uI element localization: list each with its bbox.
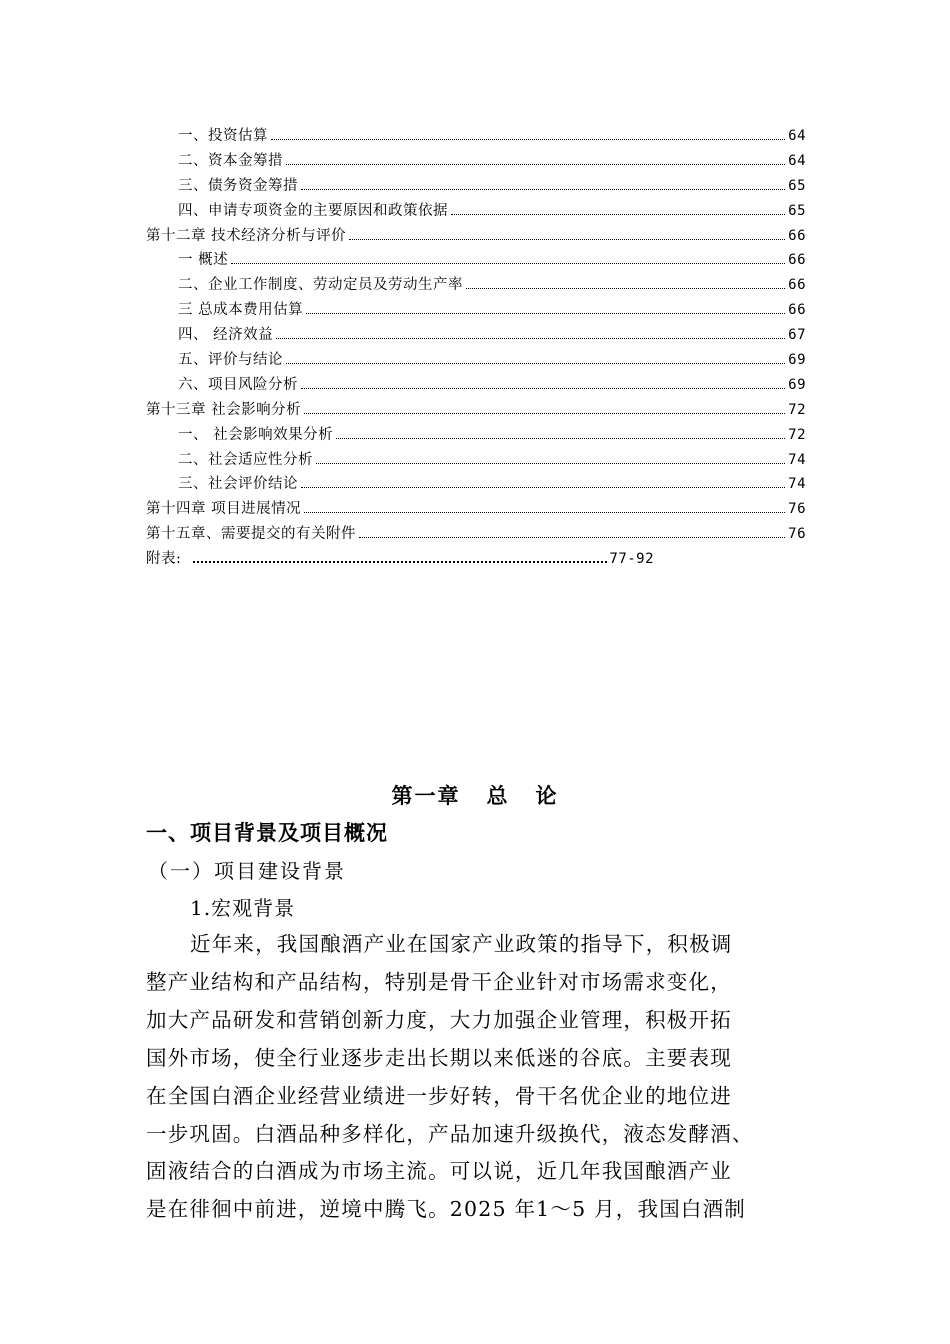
paragraph-line: 近年来，我国酿酒产业在国家产业政策的指导下，积极调 xyxy=(190,932,733,956)
toc-entry-title: 三 总成本费用估算 xyxy=(178,302,304,319)
toc-leader-dots xyxy=(301,188,785,190)
toc-entry-title: 一、投资估算 xyxy=(178,128,268,144)
toc-entry-page: 76 xyxy=(788,526,806,543)
paragraph-line: 国外市场，使全行业逐步走出长期以来低迷的谷底。主要表现 xyxy=(146,1045,732,1070)
toc-entry[interactable] xyxy=(146,248,806,273)
toc-entry[interactable] xyxy=(146,174,806,199)
paragraph-line: 在全国白酒企业经营业绩进一步好转，骨干名优企业的地位进 xyxy=(146,1083,732,1108)
toc-entry-title: 五、评价与结论 xyxy=(178,352,283,369)
toc-entry-title: 四、申请专项资金的主要原因和政策依据 xyxy=(178,202,448,219)
toc-leader-dots xyxy=(466,287,785,289)
paragraph-line: 加大产品研发和营销创新力度，大力加强企业管理，积极开拓 xyxy=(146,1007,732,1032)
toc-leader-dots xyxy=(276,337,785,339)
toc-entry[interactable] xyxy=(146,199,806,224)
paragraph-line: 固液结合的白酒成为市场主流。可以说，近几年我国酿酒产业 xyxy=(146,1159,732,1184)
toc-appendix-page: 77-92 xyxy=(609,551,655,568)
toc-entry-page: 74 xyxy=(788,451,806,468)
toc-leader-dots xyxy=(286,163,785,165)
toc-appendix-entry[interactable] xyxy=(146,547,806,572)
toc-entry[interactable] xyxy=(146,348,806,373)
toc-entry-title: 四、 经济效益 xyxy=(178,327,274,344)
toc-entry-page: 69 xyxy=(788,352,806,369)
toc-leader-dots xyxy=(286,362,785,364)
toc-entry[interactable] xyxy=(146,373,806,398)
toc-entry-title: 一、 社会影响效果分析 xyxy=(178,426,334,443)
toc-entry-page: 66 xyxy=(788,252,806,269)
paragraph-line: 一步巩固。白酒品种多样化，产品加速升级换代，液态发酵酒、 xyxy=(146,1121,754,1146)
toc-chapter-entry[interactable] xyxy=(146,497,806,522)
toc-entry-page: 67 xyxy=(788,327,806,344)
toc-leader-dots xyxy=(349,238,785,240)
toc-entry-page: 76 xyxy=(788,501,806,518)
toc-entry-page: 65 xyxy=(788,177,806,194)
toc-entry-title: 二、企业工作制度、劳动定员及劳动生产率 xyxy=(178,277,463,294)
toc-entry[interactable] xyxy=(146,273,806,298)
toc-entry-title: 第十二章 技术经济分析与评价 xyxy=(146,227,347,244)
toc-leader-dots xyxy=(359,536,785,538)
section-heading: 一、项目背景及项目概况 xyxy=(146,821,388,845)
toc-entry[interactable] xyxy=(146,149,806,174)
toc-entry-page: 72 xyxy=(788,401,806,418)
toc-entry-title: 三、社会评价结论 xyxy=(178,476,298,493)
toc-entry-page: 69 xyxy=(788,376,806,393)
toc-leader-dots xyxy=(306,312,785,314)
toc-entry-page: 65 xyxy=(788,202,806,219)
toc-entry-title: 一 概述 xyxy=(178,252,229,269)
toc-entry-page: 72 xyxy=(788,426,806,443)
toc-chapter-entry[interactable] xyxy=(146,224,806,249)
toc-leader-dots xyxy=(451,213,785,215)
toc-entry-title: 二、社会适应性分析 xyxy=(178,451,313,468)
toc-chapter-entry[interactable] xyxy=(146,398,806,423)
toc-entry[interactable] xyxy=(146,298,806,323)
toc-entry-title: 第十三章 社会影响分析 xyxy=(146,401,302,418)
toc-entry-page: 74 xyxy=(788,476,806,493)
toc-leader-dots xyxy=(301,486,785,488)
toc-entry[interactable] xyxy=(146,124,806,149)
toc-entry[interactable] xyxy=(146,423,806,448)
chapter-title-number: 第一章 xyxy=(391,784,461,808)
toc-appendix-label: 附表: xyxy=(146,551,182,568)
toc-entry[interactable] xyxy=(146,323,806,348)
toc-entry-page: 64 xyxy=(788,152,806,169)
toc-chapter-entry[interactable] xyxy=(146,522,806,547)
toc-leader-dots xyxy=(304,412,785,414)
toc-entry-page: 66 xyxy=(788,302,806,319)
toc-leader-dots xyxy=(316,462,785,464)
table-of-contents xyxy=(146,124,806,572)
chapter-title-word-2: 论 xyxy=(535,784,559,808)
subsection-heading: （一）项目建设背景 xyxy=(148,859,346,883)
toc-entry-title: 三、债务资金筹措 xyxy=(178,177,298,194)
toc-entry-title: 二、资本金筹措 xyxy=(178,152,283,169)
chapter-title xyxy=(0,780,950,810)
toc-entry[interactable] xyxy=(146,448,806,473)
toc-leader-dots xyxy=(231,262,785,264)
toc-entry-title: 六、项目风险分析 xyxy=(178,376,298,393)
sub-subsection-heading: 1.宏观背景 xyxy=(190,896,296,920)
paragraph-line: 整产业结构和产品结构，特别是骨干企业针对市场需求变化， xyxy=(146,969,732,994)
toc-entry-page: 64 xyxy=(788,128,806,144)
toc-leader-dots xyxy=(193,560,607,563)
toc-entry-page: 66 xyxy=(788,227,806,244)
toc-entry[interactable] xyxy=(146,472,806,497)
body-paragraph xyxy=(146,926,806,1229)
paragraph-line: 是在徘徊中前进，逆境中腾飞。2025 年1～5 月，我国白酒制 xyxy=(146,1197,746,1222)
toc-leader-dots xyxy=(271,138,785,140)
toc-entry-title: 第十五章、需要提交的有关附件 xyxy=(146,526,356,543)
toc-leader-dots xyxy=(301,387,785,389)
toc-leader-dots xyxy=(304,511,785,513)
chapter-title-word-1: 总 xyxy=(486,784,510,808)
toc-entry-title: 第十四章 项目进展情况 xyxy=(146,501,302,518)
toc-leader-dots xyxy=(336,437,785,439)
toc-entry-page: 66 xyxy=(788,277,806,294)
